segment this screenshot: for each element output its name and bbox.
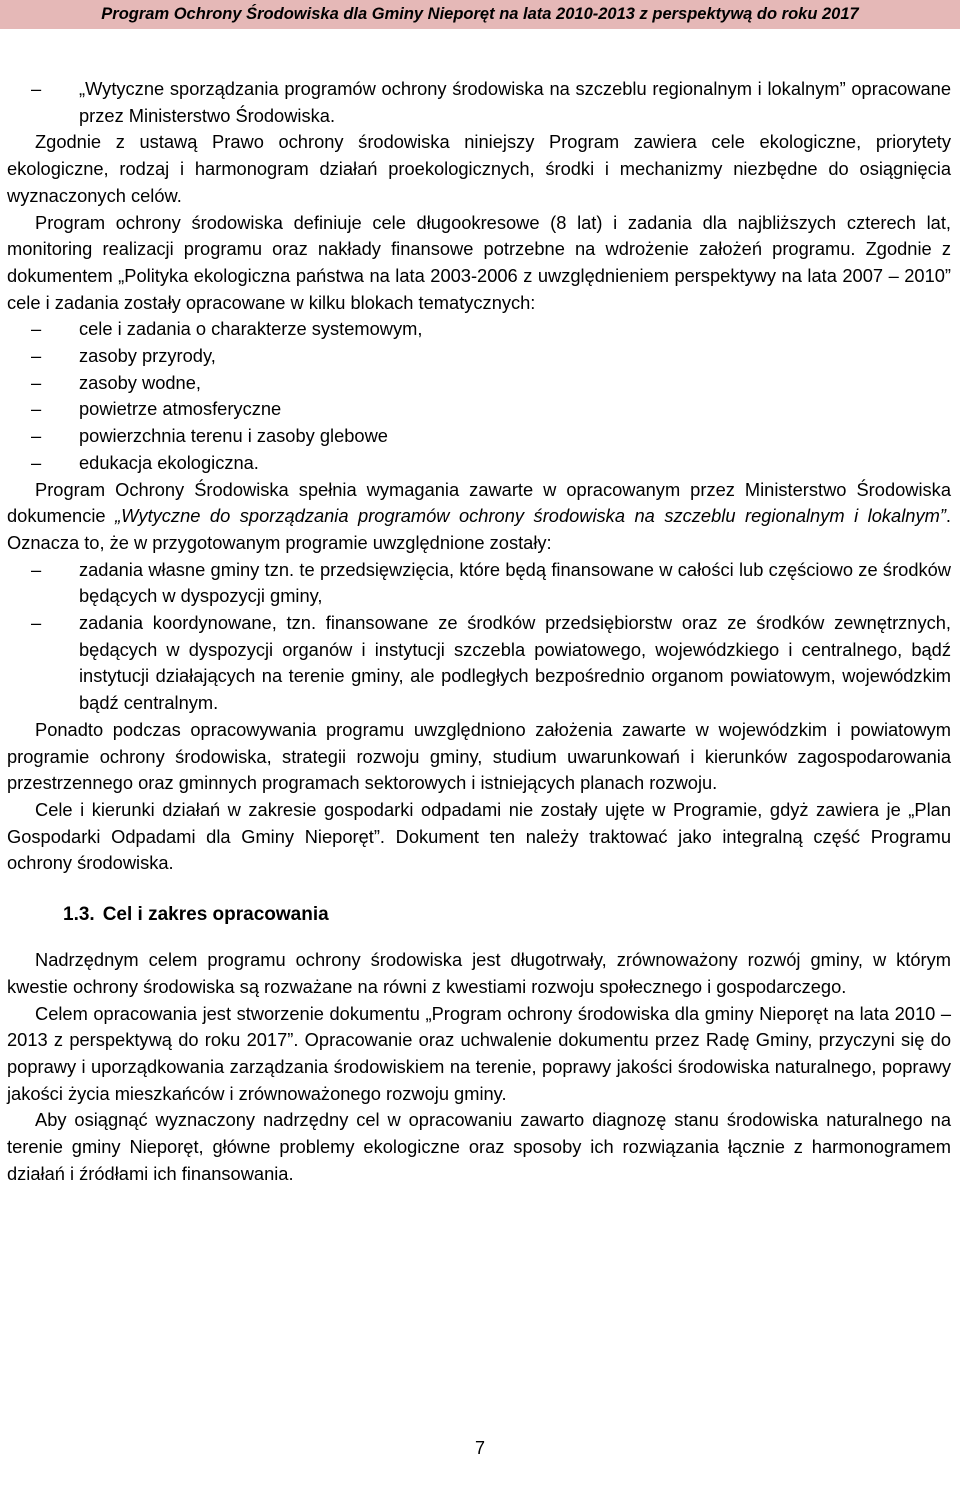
document-body — [7, 76, 951, 1187]
paragraph-5: Cele i kierunki działań w zakresie gospodarki odpadami nie zostały ujęte w Programie, gdyż zawiera je „Plan Gospodarki Odpadami dla Gminy Nieporęt”. Dokument ten należy traktować jako integralną część Programu ochrony środowiska. — [7, 798, 951, 874]
list-item — [7, 396, 951, 423]
dash-bullet: – — [31, 371, 42, 393]
paragraph-3-start: Program Ochrony Środowiska spełnia wymagania zawarte w opracowanym przez Ministerstwo Środowiska dokumencie — [7, 478, 951, 527]
tasks-list — [7, 557, 951, 717]
paragraph-1: Zgodnie z ustawą Prawo ochrony środowiska niniejszy Program zawiera cele ekologiczne, priorytety ekologiczne, rodzaj i harmonogram działań proekologicznych, środki i mechanizmy niezbędne do osiągnięcia wyznaczonych celów. — [7, 131, 951, 206]
dash-bullet: – — [31, 345, 42, 367]
dash-bullet: – — [31, 318, 42, 340]
section-title: Cel i zakres opracowania — [102, 904, 329, 926]
list-item-text: „Wytyczne sporządzania programów ochrony środowiska na szczeblu regionalnym i lokalnym” opracowane przez Ministerstwo Środowiska. — [79, 78, 951, 126]
paragraph-2: Program ochrony środowiska definiuje cele długookresowe (8 lat) i zadania dla najbliższych czterech lat, monitoring realizacji programu oraz nakłady finansowe potrzebne na wdrożenie założeń programu. Zgodnie z dokumentem „Polityka ekologiczna państwa na lata 2003-2006 z uwzględnieniem perspektywy na lata 2007 – 2010” cele i zadania zostały opracowane w kilku blokach tematycznych: — [7, 211, 951, 313]
dash-bullet: – — [31, 451, 42, 473]
page-header — [0, 0, 960, 29]
paragraph-6: Nadrzędnym celem programu ochrony środowiska jest długotrwały, zrównoważony rozwój gminy, w którym kwestie ochrony środowiska są rozważane na równi z kwestiami rozwoju społecznego i gospodarczego. — [7, 949, 951, 997]
document-title-italic: „Wytyczne do sporządzania programów ochrony środowiska na szczeblu regionalnym i lokalnym” — [115, 505, 946, 527]
list-item — [7, 343, 951, 370]
paragraph-4: Ponadto podczas opracowywania programu uwzględniono założenia zawarte w wojewódzkim i powiatowym programie ochrony środowiska, strategii rozwoju gminy, studium uwarunkowań i kierunków zagospodarowania przestrzennego oraz gminnych programach sektorowych i istniejących planach rozwoju. — [7, 718, 951, 794]
paragraph-7: Celem opracowania jest stworzenie dokumentu „Program ochrony środowiska dla gminy Nieporęt na lata 2010 – 2013 z perspektywą do roku 2017”. Opracowanie oraz uchwalenie dokumentu przez Radę Gminy, przyczyni się do poprawy i uporządkowania zarządzania środowiskiem na terenie, poprawy jakości środowiska naturalnego, poprawy jakości życia mieszkańców i zrównoważonego rozwoju gminy. — [7, 1002, 951, 1104]
list-item-text: zasoby przyrody, — [79, 345, 216, 367]
list-item-text: edukacja ekologiczna. — [79, 451, 259, 473]
paragraph-8: Aby osiągnąć wyznaczony nadrzędny cel w opracowaniu zawarto diagnozę stanu środowiska naturalnego na terenie gminy Nieporęt, główne problemy ekologiczne oraz sposoby ich rozwiązania łącznie z harmonogramem działań i źródłami ich finansowania. — [7, 1109, 951, 1184]
list-item — [7, 557, 951, 610]
list-item-text: zasoby wodne, — [79, 371, 201, 393]
dash-bullet: – — [31, 78, 42, 99]
dash-bullet: – — [31, 612, 42, 634]
list-item — [7, 450, 951, 477]
list-item-text: powietrze atmosferyczne — [79, 398, 282, 420]
list-item-text: cele i zadania o charakterze systemowym, — [79, 318, 423, 340]
list-item-text: powierzchnia terenu i zasoby glebowe — [79, 425, 388, 447]
dash-bullet: – — [31, 398, 42, 420]
dash-bullet: – — [31, 425, 42, 447]
section-heading — [7, 902, 951, 928]
dash-bullet: – — [31, 558, 42, 580]
list-item-text: zadania własne gminy tzn. te przedsięwzięcia, które będą finansowane w całości lub częściowo ze środków będących w dyspozycji gminy, — [79, 558, 951, 607]
paragraph-3 — [7, 477, 951, 557]
list-item — [7, 423, 951, 450]
thematic-blocks-list — [7, 316, 951, 476]
page-number: 7 — [474, 1438, 485, 1458]
list-item — [7, 76, 951, 129]
list-item — [7, 370, 951, 397]
list-item-text: zadania koordynowane, tzn. finansowane ze środków przedsiębiorstw oraz ze środków zewnętrznych, będących w dyspozycji organów i instytucji szczebla powiatowego, wojewódzkiego i centralnego, bądź instytucji działających na terenie gminy, ale podległych bezpośrednio organom powiatowym, wojewódzkim bądź centralnym. — [79, 612, 951, 714]
list-item — [7, 610, 951, 717]
list-item — [7, 316, 951, 343]
header-title: Program Ochrony Środowiska dla Gminy Nieporęt na lata 2010-2013 z perspektywą do roku 2017 — [101, 5, 859, 23]
paragraph-3-end: . Oznacza to, że w przygotowanym programie uwzględnione zostały: — [7, 505, 951, 553]
section-number: 1.3. — [63, 904, 95, 926]
